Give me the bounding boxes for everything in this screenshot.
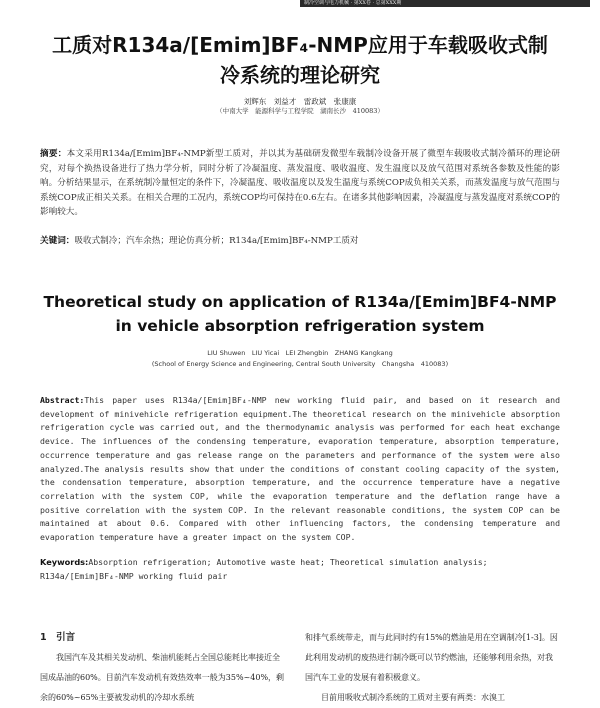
en-affiliation: (School of Energy Science and Engineering, Central South University Changsha 410083): [151, 360, 449, 368]
cn-keywords-label: 关键词：: [40, 236, 75, 246]
en-keywords-text: Absorption refrigeration; Automotive waste heat; Theoretical simulation analysis; R134a/[Emim]BF₄-NMP working fluid pair: [40, 557, 488, 581]
body-paragraph: 和排气系统带走，而与此同时约有15%的燃油是用在空调制冷[1-3]。因此利用发动机的废热进行制冷既可以节约燃油，还能够利用余热，对我国汽车工业的发展有着积极意义。: [305, 633, 558, 682]
section-heading-introduction: 1 引言: [40, 632, 76, 643]
en-abstract-label: Abstract:: [40, 395, 85, 405]
cn-keywords-text: 吸收式制冷；汽车余热；理论仿真分析；R134a/[Emim]BF₄-NMP工质对: [74, 236, 359, 246]
cn-abstract-text: 本文采用R134a/[Emim]BF₄-NMP新型工质对，并以其为基础研发微型车载制冷设备开展了微型车载吸收式制冷循环的理论研究，对每个换热设备进行了热力学分析，同时分析了冷凝温度、蒸发温度、吸收温度、发生温度以及放气范围对系统各参数及性能的影响。分析结果显示，在系统制冷量恒定的条件下，冷凝温度、吸收温度以及发生温度与系统COP成负相关关系，而蒸发温度与放气范围与系统COP成正相关关系。在相关合理的工况内，系统COP均可保持在0.6左右。在诸多其他影响因素，冷凝温度与蒸发温度对系统COP的影响较大。: [40, 149, 560, 217]
en-abstract-text: This paper uses R134a/[Emim]BF₄-NMP new working fluid pair, and based on it research and development of minivehicle refrigeration equipment.The theoretical research on the minivehicle absorption refrigeration cycle was carried out, and the thermodynamic analysis was performed for each heat exchange device. The influences of the condensing temperature, evaporation temperature, absorption temperature, occurrence temperature and gas release range on the parameters and performance of the system were also analyzed.The analysis results show that under the conditions of constant cooling capacity of the system, the condensation temperature, absorption temperature, and the occurrence temperature have a negative correlation with the system COP, while the evaporation temperature and the deflation range have a positive correlation with the system COP. In the relevant reasonable conditions, the system COP can be maintained at about 0.6. Compared with other influencing factors, the condensing temperature and evaporation temperature have a greater impact on the system COP.: [40, 395, 560, 543]
cn-abstract-label: 摘要：: [40, 149, 67, 159]
cn-authors: 刘辉东 刘益才 雷政斌 张康康: [243, 97, 357, 106]
body-left-column: [40, 628, 285, 708]
cn-affiliation: （中南大学 能源科学与工程学院 湖南长沙 410083）: [216, 107, 384, 115]
body-paragraph: 我国汽车及其相关发动机、柴油机能耗占全国总能耗比率接近全国成品油的60%。目前汽车发动机有效热效率一般为35%~40%，剩余的60%~65%主要被发动机的冷却水系统: [40, 653, 285, 702]
en-title-line1: Theoretical study on application of R134a/[Emim]BF4-NMP: [43, 293, 557, 311]
en-keywords: [40, 556, 560, 583]
en-authors: LIU Shuwen LIU Yicai LEI Zhengbin ZHANG Kangkang: [207, 349, 393, 357]
cn-keywords: [40, 235, 560, 247]
cn-abstract: [40, 147, 560, 220]
journal-header-band: [300, 0, 590, 7]
cn-title: [30, 30, 570, 90]
en-title-line2: in vehicle absorption refrigeration system: [115, 317, 485, 335]
cn-title-line1: 工质对R134a/[Emim]BF₄-NMP应用于车载吸收式制: [52, 33, 548, 57]
journal-header-text: 制冷空调与电力机械 · 第XX卷 · 总第XXX期: [304, 0, 402, 6]
body-paragraph: 目前用吸收式制冷系统的工质对主要有两类：水溴工: [321, 693, 505, 702]
cn-title-line2: 冷系统的理论研究: [220, 63, 380, 87]
en-keywords-label: Keywords:: [40, 557, 89, 567]
en-abstract: [40, 394, 560, 545]
body-right-column: [305, 628, 560, 708]
en-title: [40, 290, 560, 338]
